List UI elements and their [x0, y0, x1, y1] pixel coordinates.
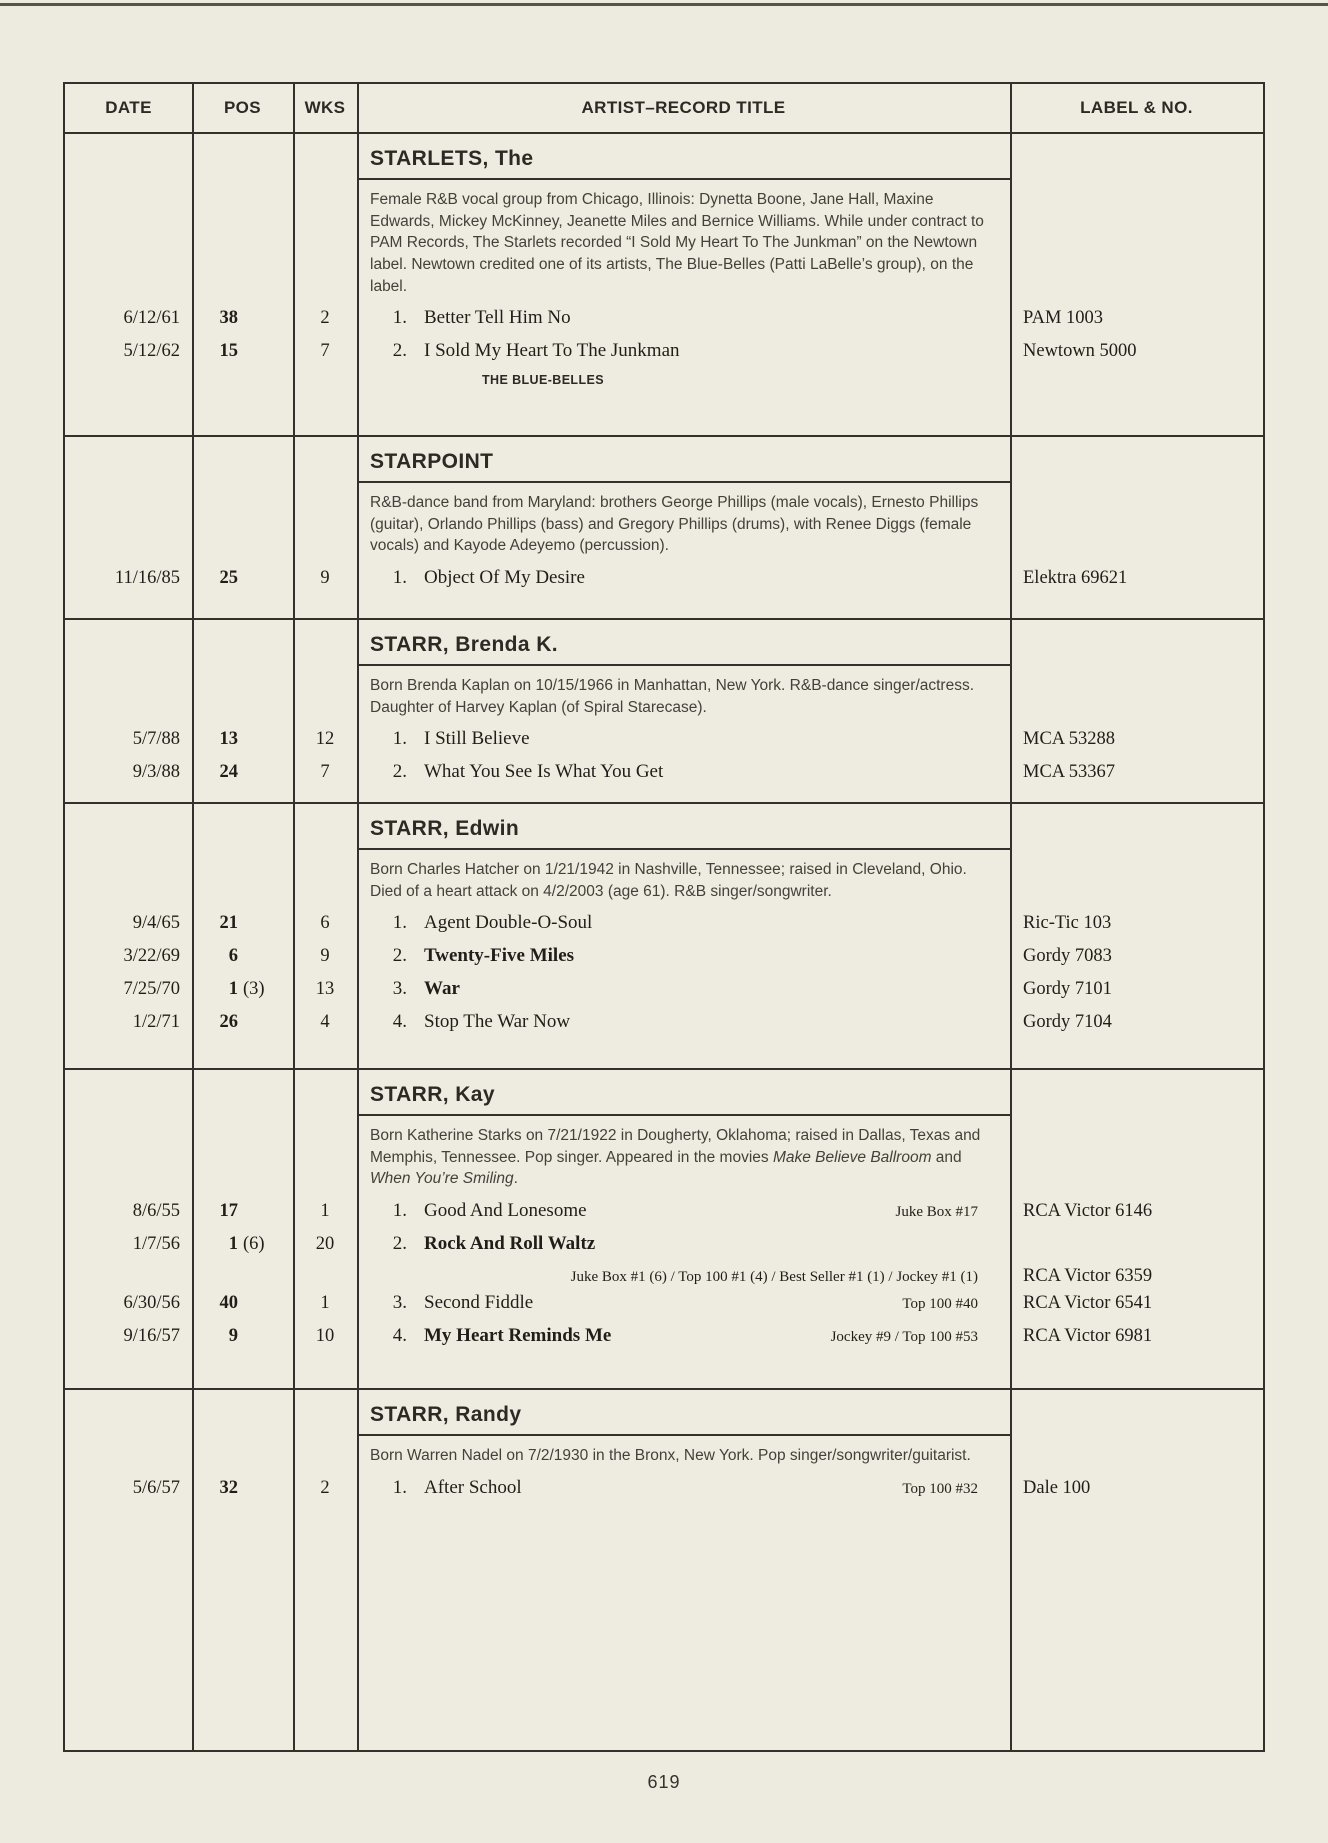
song-row: [65, 1200, 1263, 1233]
song-number: 1.: [392, 567, 407, 589]
title-cell: [357, 1477, 1010, 1499]
bio-text: .: [513, 1170, 518, 1188]
chart-tag: Top 100 #40: [902, 1296, 978, 1313]
wks-cell: 10: [315, 1326, 335, 1347]
chart-tags: Juke Box #1 (6) / Top 100 #1 (4) / Best Seller #1 (1) / Jockey #1 (1): [570, 1269, 978, 1286]
pos-cell: [192, 913, 293, 934]
song-number: 1.: [392, 912, 407, 934]
artist-bio: R&B-dance band from Maryland: brothers George Phillips (male vocals), Ernesto Phillips (guitar), Orlando Phillips (bass) and Gregory Phillips (drums), with Renee Diggs (female vocals) and Kayode Adeyemo (percussion).: [370, 494, 979, 555]
wks-cell: 12: [315, 729, 335, 750]
page-scan-edge: [0, 3, 1328, 6]
artist-name: STARPOINT: [357, 447, 1010, 483]
date-cell: 9/16/57: [123, 1326, 180, 1347]
peak-position: 25: [219, 568, 238, 589]
label-cell: PAM 1003: [1023, 308, 1104, 329]
date-cell: 3/22/69: [123, 946, 180, 967]
date-cell: 7/25/70: [123, 979, 180, 1000]
header-artist: ARTIST–RECORD TITLE: [581, 98, 786, 117]
date-cell: 1/2/71: [132, 1012, 180, 1033]
peak-position: 6: [228, 946, 238, 967]
weeks-at-peak: (6): [243, 1234, 265, 1255]
label-cell: RCA Victor 6981: [1023, 1326, 1153, 1347]
song-number: 2.: [392, 1233, 407, 1255]
song-title: Better Tell Him No: [424, 307, 571, 329]
chart-tag: Jockey #9 / Top 100 #53: [830, 1329, 978, 1346]
artist-name: STARR, Randy: [357, 1400, 1010, 1436]
peak-position: 24: [219, 762, 238, 783]
pos-cell: [192, 1293, 293, 1314]
song-title: Agent Double-O-Soul: [424, 912, 593, 934]
title-cell: [357, 761, 1010, 783]
page-number: 619: [647, 1772, 681, 1792]
song-row: [65, 945, 1263, 978]
song-number: 3.: [392, 978, 407, 1000]
song-number: 4.: [392, 1011, 407, 1033]
title-cell: [357, 1233, 1010, 1255]
artist-name: STARR, Brenda K.: [357, 630, 1010, 666]
wks-cell: 1: [320, 1201, 330, 1222]
pos-cell: [192, 762, 293, 783]
title-cell: [357, 912, 1010, 934]
artist-bio: [357, 1116, 1010, 1190]
artist-name: STARR, Edwin: [357, 814, 1010, 850]
artist-name: STARR, Kay: [357, 1080, 1010, 1116]
header-date: DATE: [105, 98, 152, 117]
column-divider: [357, 84, 359, 1750]
song-number: 1.: [392, 1476, 407, 1498]
song-title: My Heart Reminds Me: [424, 1325, 612, 1347]
title-cell: [357, 1011, 1010, 1033]
artist-section-starpoint: [65, 435, 1263, 618]
song-number: 1.: [392, 1200, 407, 1222]
song-row: [65, 1292, 1263, 1325]
peak-position: 13: [219, 729, 238, 750]
wks-cell: 9: [320, 568, 330, 589]
peak-position: 38: [219, 308, 238, 329]
date-cell: 6/30/56: [123, 1293, 180, 1314]
date-cell: 11/16/85: [114, 568, 180, 589]
song-title: Object Of My Desire: [424, 567, 585, 589]
song-title: Stop The War Now: [424, 1011, 571, 1033]
song-number: 3.: [392, 1292, 407, 1314]
song-row: [65, 1325, 1263, 1358]
artist-bio: Born Charles Hatcher on 1/21/1942 in Nashville, Tennessee; raised in Cleveland, Ohio. Died of a heart attack on 4/2/2003 (age 61). R&B singer/songwriter.: [370, 861, 967, 900]
peak-position: 17: [219, 1201, 238, 1222]
peak-position: 15: [219, 341, 238, 362]
wks-cell: 1: [320, 1293, 330, 1314]
artist-section-starr-edwin: [65, 802, 1263, 1068]
bio-movie-title: Make Believe Ballroom: [772, 1148, 932, 1166]
peak-position: 1: [228, 1234, 238, 1255]
song-title: Rock And Roll Waltz: [424, 1233, 596, 1255]
pos-cell: [192, 341, 293, 362]
date-cell: 6/12/61: [123, 308, 180, 329]
title-cell: [357, 567, 1010, 589]
title-cell: [357, 1200, 1010, 1222]
chart-tags-row: [65, 1266, 1263, 1292]
wks-cell: 4: [320, 1012, 330, 1033]
label-cell: Gordy 7104: [1023, 1012, 1112, 1033]
song-row: [65, 728, 1263, 761]
date-cell: 1/7/56: [132, 1234, 180, 1255]
pos-cell: [192, 1234, 293, 1255]
peak-position: 21: [219, 913, 238, 934]
song-title: I Still Believe: [424, 728, 530, 750]
peak-position: 1: [228, 979, 238, 1000]
header-pos: POS: [223, 98, 262, 117]
song-number: 2.: [392, 340, 407, 362]
wks-cell: 2: [320, 1477, 330, 1498]
song-number: 1.: [392, 728, 407, 750]
weeks-at-peak: (3): [243, 979, 265, 1000]
bio-text: Born Katherine Starks on 7/21/1922 in Dougherty, Oklahoma; raised in Dallas, Texas and Memphis, Tennessee. Pop singer. Appeared in the movies: [370, 1127, 981, 1166]
title-cell: [357, 1325, 1010, 1347]
label-cell: Gordy 7101: [1023, 979, 1112, 1000]
song-row: [65, 761, 1263, 794]
column-divider: [192, 84, 194, 1750]
table-header: [65, 84, 1263, 134]
chart-table: [63, 82, 1265, 1752]
artist-section-starr-kay: [65, 1068, 1263, 1388]
wks-cell: 6: [320, 913, 330, 934]
artist-bio: Born Brenda Kaplan on 10/15/1966 in Manhattan, New York. R&B-dance singer/actress. Daughter of Harvey Kaplan (of Spiral Starecase).: [370, 677, 975, 716]
song-row: [65, 1233, 1263, 1266]
wks-cell: 20: [315, 1234, 335, 1255]
column-divider: [1010, 84, 1012, 1750]
header-wks: WKS: [304, 98, 346, 117]
song-credit: THE BLUE-BELLES: [482, 373, 604, 388]
bio-movie-title: When You’re Smiling: [370, 1170, 514, 1188]
artist-bio: Born Warren Nadel on 7/2/1930 in the Bronx, New York. Pop singer/songwriter/guitarist.: [370, 1447, 971, 1464]
pos-cell: [192, 946, 293, 967]
artist-bio: Female R&B vocal group from Chicago, Illinois: Dynetta Boone, Jane Hall, Maxine Edwards, Mickey McKinney, Jeanette Miles and Bernice Williams. While under contract to PAM Records, The Starlets recorded “I Sold My Heart To The Junkman” on the Newtown label. Newtown credited one of its artists, The Blue-Belles (Patti LaBelle’s group), on the label.: [370, 191, 984, 295]
pos-cell: [192, 1326, 293, 1347]
song-title: Good And Lonesome: [424, 1200, 587, 1222]
wks-cell: 7: [320, 341, 330, 362]
chart-tag: Juke Box #17: [895, 1204, 978, 1221]
song-title: What You See Is What You Get: [424, 761, 664, 783]
header-label: LABEL & NO.: [1080, 98, 1193, 117]
song-number: 2.: [392, 945, 407, 967]
artist-section-starr-randy: [65, 1388, 1263, 1752]
date-cell: 5/6/57: [132, 1477, 180, 1498]
title-cell: [357, 340, 1010, 362]
label-cell: RCA Victor 6541: [1023, 1293, 1153, 1314]
label-cell: Ric-Tic 103: [1023, 913, 1112, 934]
pos-cell: [192, 979, 293, 1000]
song-row: [65, 1011, 1263, 1044]
peak-position: 26: [219, 1012, 238, 1033]
title-cell: [357, 728, 1010, 750]
date-cell: 5/7/88: [132, 729, 180, 750]
date-cell: 9/3/88: [132, 762, 180, 783]
date-cell: 8/6/55: [132, 1201, 180, 1222]
song-number: 4.: [392, 1325, 407, 1347]
song-title: I Sold My Heart To The Junkman: [424, 340, 680, 362]
label-cell: RCA Victor 6146: [1023, 1201, 1153, 1222]
pos-cell: [192, 1201, 293, 1222]
song-credit-row: [65, 373, 1263, 399]
label-cell: Dale 100: [1023, 1477, 1091, 1498]
wks-cell: 7: [320, 762, 330, 783]
label-cell: RCA Victor 6359: [1023, 1266, 1153, 1287]
bio-text: and: [931, 1148, 962, 1166]
song-title: After School: [424, 1476, 522, 1498]
song-row: [65, 1477, 1263, 1510]
column-divider: [293, 84, 295, 1750]
song-title: Second Fiddle: [424, 1292, 534, 1314]
song-row: [65, 912, 1263, 945]
song-row: [65, 567, 1263, 600]
song-row: [65, 978, 1263, 1011]
date-cell: 9/4/65: [132, 913, 180, 934]
peak-position: 40: [219, 1293, 238, 1314]
chart-tag: Top 100 #32: [902, 1480, 978, 1497]
wks-cell: 13: [315, 979, 335, 1000]
pos-cell: [192, 1012, 293, 1033]
peak-position: 32: [219, 1477, 238, 1498]
title-cell: [357, 978, 1010, 1000]
label-cell: MCA 53367: [1023, 762, 1116, 783]
peak-position: 9: [228, 1326, 238, 1347]
pos-cell: [192, 729, 293, 750]
pos-cell: [192, 568, 293, 589]
label-cell: Gordy 7083: [1023, 946, 1112, 967]
song-row: [65, 307, 1263, 340]
artist-name: STARLETS, The: [357, 144, 1010, 180]
artist-section-starr-brenda: [65, 618, 1263, 802]
title-cell: [357, 945, 1010, 967]
label-cell: Elektra 69621: [1023, 568, 1128, 589]
pos-cell: [192, 1478, 293, 1499]
song-row: [65, 340, 1263, 373]
date-cell: 5/12/62: [123, 341, 180, 362]
wks-cell: 2: [320, 308, 330, 329]
title-cell: [357, 1292, 1010, 1314]
artist-section-starlets: [65, 144, 1263, 435]
song-title: War: [424, 978, 460, 1000]
wks-cell: 9: [320, 946, 330, 967]
pos-cell: [192, 308, 293, 329]
title-cell: [357, 307, 1010, 329]
song-number: 1.: [392, 307, 407, 329]
label-cell: MCA 53288: [1023, 729, 1116, 750]
song-title: Twenty-Five Miles: [424, 945, 575, 967]
label-cell: Newtown 5000: [1023, 341, 1137, 362]
song-number: 2.: [392, 761, 407, 783]
